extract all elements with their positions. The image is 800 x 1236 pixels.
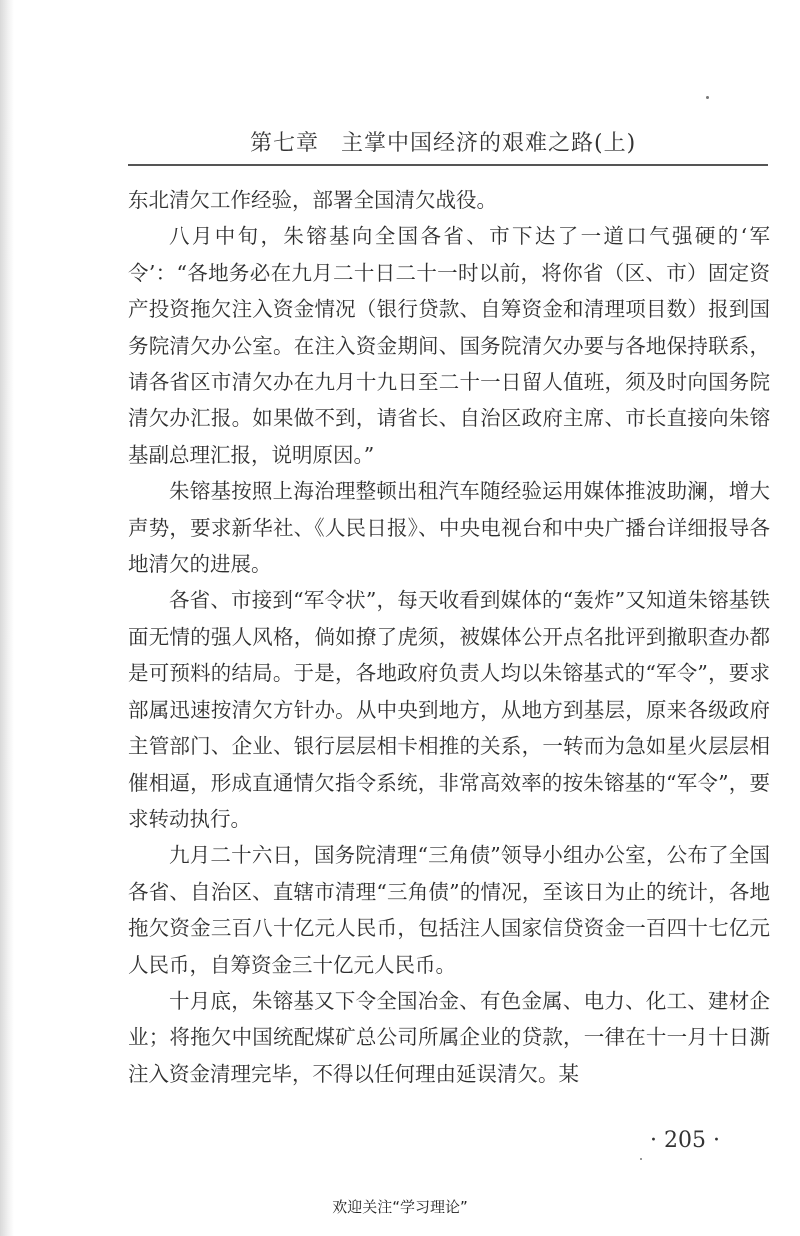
paragraph: 朱镕基按照上海治理整顿出租汽车随经验运用媒体推波助澜，增大声势，要求新华社、《人民日报》、中央电视台和中央广播台详细报导各地清欠的进展。 (128, 479, 770, 577)
running-header (250, 126, 750, 157)
footer-note: 欢迎关注“学习理论” (332, 1198, 468, 1216)
header-rule (128, 164, 768, 166)
chapter-title: 主掌中国经济的艰难之路(上) (341, 131, 637, 156)
paragraph-continuation: 东北清欠工作经验，部署全国清欠战役。 (128, 188, 497, 212)
body-text (128, 182, 770, 1092)
page-spine-shadow (0, 0, 14, 1236)
paragraph: 九月二十六日，国务院清理“三角债”领导小组办公室，公布了全国各省、自治区、直辖市清理“三角债”的情况，至该日为止的统计，各地拖欠资金三百八十亿元人民币，包括注人国家信贷资金一百四十七亿元人民币，自筹资金三十亿元人民币。 (128, 843, 770, 977)
paragraph: 八月中旬，朱镕基向全国各省、市下达了一道口气强硬的‘军令’：“各地务必在九月二十日二十一时以前，将你省（区、市）固定资产投资拖欠注入资金情况（银行贷款、自筹资金和清理项目数）报到国务院清欠办公室。在注入资金期间、国务院清欠办要与各地保持联系，请各省区市清欠办在九月十九日至二十一日留人值班，须及时向国务院清欠办汇报。如果做不到，请省长、自治区政府主席、市长直接向朱镕基副总理汇报，说明原因。” (128, 224, 770, 467)
paragraph: 各省、市接到“军令状”，每天收看到媒体的“轰炸”又知道朱镕基铁面无情的强人风格，倘如撩了虎须，被媒体公开点名批评到撤职查办都是可预料的结局。于是，各地政府负责人均以朱镕基式的“军令”，要求部属迅速按清欠方针办。从中央到地方，从地方到基层，原来各级政府主管部门、企业、银行层层相卡相推的关系，一转而为急如星火层层相催相逼，形成直通情欠指令系统，非常高效率的按朱镕基的“军令”，要求转动执行。 (128, 588, 770, 831)
scan-speck (706, 96, 709, 99)
chapter-number: 第七章 (250, 131, 320, 156)
paragraph: 十月底，朱镕基又下令全国冶金、有色金属、电力、化工、建材企业；将拖欠中国统配煤矿总公司所属企业的贷款，一律在十一月十日澌注入资金清理完毕，不得以任何理由延误清欠。某 (128, 988, 770, 1086)
page-number: · 205 · (650, 1128, 720, 1153)
scan-speck (640, 1158, 642, 1160)
